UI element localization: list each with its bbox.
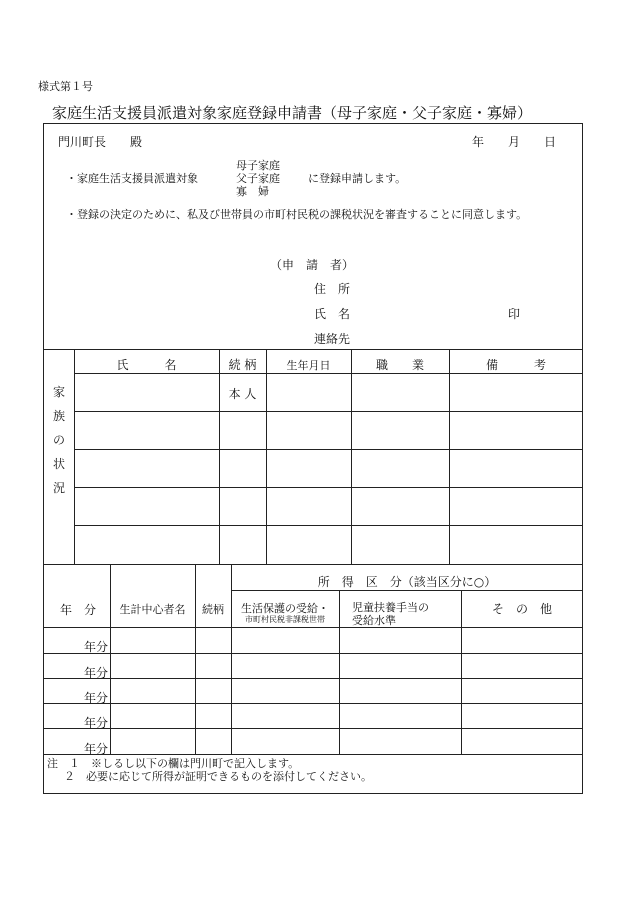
statement1-suffix: に登録申請します。 [308, 172, 407, 185]
family-side-label: 家 族 の 状 況 [52, 385, 65, 495]
income-col2-line2: 受給水準 [352, 614, 396, 627]
applicant-contact-label: 連絡先 [314, 332, 351, 346]
option-widow: 寡 婦 [236, 185, 269, 198]
income-col1-line2: 市町村民税非課税世帯 [245, 615, 325, 624]
form-title: 家庭生活支援員派遣対象家庭登録申請書（母子家庭・父子家庭・寡婦） [52, 104, 533, 122]
seal-mark: 印 [508, 307, 521, 321]
note-1: 注 １ ※しるし以下の欄は門川町で記入します。 [47, 757, 300, 770]
date-year: 年 [472, 135, 485, 149]
applicant-heading: （申 請 者） [270, 258, 355, 272]
option-single-father: 父子家庭 [236, 172, 280, 185]
form-number: 様式第１号 [38, 80, 93, 93]
income-col2-line1: 児童扶養手当の [352, 601, 429, 614]
date-month: 月 [508, 135, 521, 149]
family-header-birthdate: 生年月日 [286, 359, 331, 372]
option-single-mother: 母子家庭 [236, 159, 280, 172]
income-row-year-label: 年分 [84, 666, 109, 680]
income-header-relation: 続柄 [202, 603, 224, 616]
family-header-name: 氏 名 [116, 358, 177, 372]
note-2: ２ 必要に応じて所得が証明できるものを添付してください。 [64, 770, 372, 783]
income-row-year-label: 年分 [84, 691, 109, 705]
income-col3: そ の 他 [491, 602, 552, 616]
statement1-prefix: ・家庭生活支援員派遣対象 [66, 172, 198, 185]
family-row-self-relation: 本 人 [228, 387, 257, 401]
family-header-occupation: 職 業 [375, 358, 424, 372]
family-header-relation: 続 柄 [228, 358, 257, 372]
income-header-year: 年 分 [60, 603, 97, 617]
income-header-earner: 生計中心者名 [119, 603, 186, 616]
form-frame [43, 123, 583, 794]
addressee: 門川町長 殿 [58, 135, 143, 149]
income-row-year-label: 年分 [84, 640, 109, 654]
applicant-name-label: 氏 名 [314, 307, 351, 321]
family-header-remarks: 備 考 [485, 358, 546, 372]
income-row-year-label: 年分 [84, 742, 109, 756]
date-day: 日 [544, 135, 557, 149]
income-category-header: 所 得 区 分（該当区分に○） [317, 575, 497, 589]
income-row-year-label: 年分 [84, 716, 109, 730]
income-col1-line1: 生活保護の受給・ [241, 602, 329, 615]
applicant-address-label: 住 所 [314, 282, 351, 296]
statement2: ・登録の決定のために、私及び世帯員の市町村民税の課税状況を審査することに同意します。 [66, 208, 528, 221]
